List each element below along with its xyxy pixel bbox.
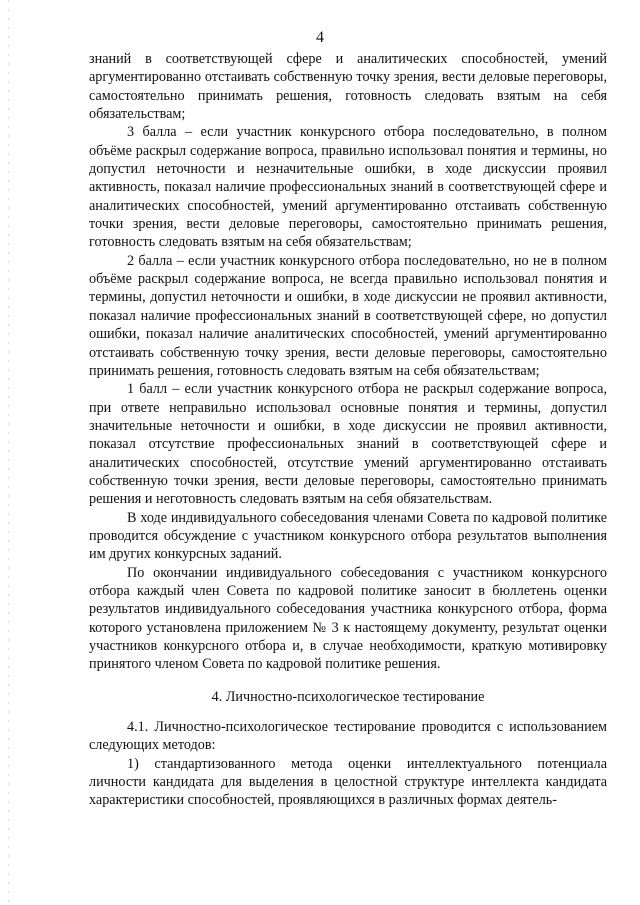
- paragraph-1-point: 1 балл – если участник конкурсного отбора не раскрыл содержание вопроса, при ответе неправильно использовал основные понятия и термины, допустил значительные неточности и ошибки, в ходе дискуссии не проявил активности, показал отсутствие профессиональных знаний в соответствующей сфере и аналитических способностей, отсутствие умений аргументированно отстаивать собственную точки зрения, вести деловые переговоры, самостоятельно принимать решения и неготовность следовать взятым на себя обязательствам.: [89, 381, 607, 508]
- section-heading: 4. Личностно-психологическое тестирование: [211, 688, 485, 705]
- paragraph-2-points: 2 балла – если участник конкурсного отбора последовательно, но не в полном объёме раскрыл содержание вопроса, не всегда правильно использовал понятия и термины, допустил неточности и ошибки, в ходе дискуссии не проявил активности, показал наличие профессиональных знаний в соответствующей сфере, но допустил ошибки, показал наличие аналитических способностей, умений аргументированно отстаивать собственную точку зрения, вести деловые переговоры, самостоятельно принимать решения, готовность следовать взятым на себя обязательствам;: [89, 252, 607, 379]
- scan-edge-marks: [8, 0, 9, 905]
- page-number: 4: [316, 29, 324, 46]
- paragraph-3-points: 3 балла – если участник конкурсного отбора последовательно, в полном объёме раскрыл содержание вопроса, правильно использовал понятия и термины, но допустил неточности и незначительные ошибки, в ходе дискуссии проявил активность, показал наличие профессиональных знаний в соответствующей сфере и аналитических способностей, умений аргументированно отстаивать собственную точки зрения, вести деловые переговоры, самостоятельно принимать решения, готовность следовать взятым на себя обязательствам;: [89, 124, 607, 251]
- paragraph-continuation: знаний в соответствующей сфере и аналитических способностей, умений аргументированно отстаивать собственную точку зрения, вести деловые переговоры, самостоятельно принимать решения, готовность следовать взятым на себя обязательствам;: [89, 51, 607, 123]
- paragraph-4-1: 4.1. Личностно-психологическое тестирование проводится с использованием следующих методов:: [89, 719, 607, 754]
- paragraph-ballot: По окончании индивидуального собеседования с участником конкурсного отбора каждый член Совета по кадровой политике заносит в бюллетень оценки результатов индивидуального собеседования участника конкурсного отбора, форма которого установлена приложением № 3 к настоящему документу, результат оценки участников конкурсного отбора и, в случае необходимости, краткую мотивировку принятого членом Совета по кадровой политике решения.: [89, 564, 607, 673]
- paragraph-method-1: 1) стандартизованного метода оценки интеллектуального потенциала личности кандидата для выделения в целостной структуре интеллекта кандидата характеристики способностей, проявляющихся в различных формах деятель-: [89, 755, 607, 809]
- document-body: [89, 50, 607, 810]
- paragraph-discussion: В ходе индивидуального собеседования членами Совета по кадровой политике проводится обсуждение с участником конкурсного отбора результатов выполнения им других конкурсных заданий.: [89, 509, 607, 563]
